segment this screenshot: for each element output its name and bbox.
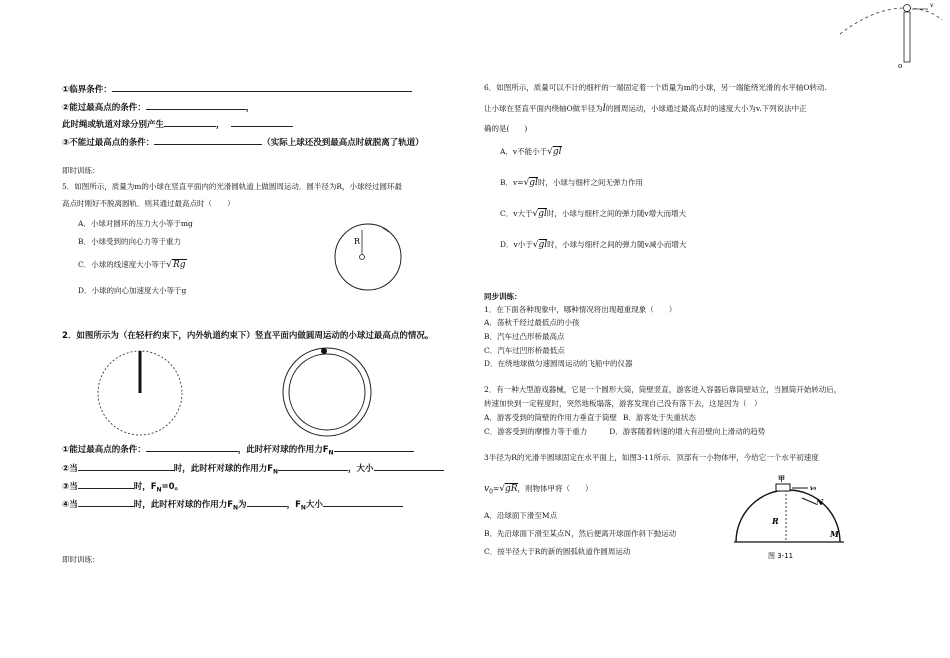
at-this-time-label: 此时绳或轨道对球分别产生 xyxy=(62,120,165,130)
cond1-sub: N xyxy=(328,449,334,457)
cond4-tail: 大小 xyxy=(305,500,323,510)
force-blank-1[interactable] xyxy=(164,118,216,127)
q5-option-a[interactable]: A．小球对圆环的压力大小等于mg xyxy=(78,219,193,228)
fig-n-label: N xyxy=(816,497,824,507)
s3-v0-line xyxy=(484,484,593,498)
rod-figure xyxy=(95,348,185,438)
q6-line3: 确的是( ) xyxy=(484,124,528,133)
force-blank-2[interactable] xyxy=(231,118,293,127)
q6-option-a[interactable] xyxy=(500,147,562,157)
q6-option-b-text: B．v= xyxy=(500,178,524,187)
s1-option-a[interactable]: A．荡秋千经过最低点的小孩 xyxy=(484,318,580,327)
n-arrow xyxy=(802,498,816,504)
cond1-blank-2[interactable] xyxy=(334,443,414,452)
dashed-arc xyxy=(840,8,908,34)
cannot-label: ③不能过最高点的条件： xyxy=(62,138,155,148)
q5-option-c-radicand: Rg xyxy=(173,260,186,270)
cond4-line xyxy=(62,498,403,514)
q6-option-b-tail: 时，小球与细杆之间无弹力作用 xyxy=(537,178,643,187)
q6-option-a-text: A．v不能小于 xyxy=(500,147,548,156)
cond4-sub: N xyxy=(233,504,239,512)
fig-r-label: R xyxy=(772,516,779,526)
cannot-blank[interactable] xyxy=(154,136,262,145)
q6-line1: 6．如图所示，质量可以不计的细杆的一端固定着一个质量为m的小球，另一端能绕光滑的水平轴O转动. xyxy=(484,83,827,92)
fig-m-label: M xyxy=(830,529,839,539)
q5-option-c-text: C．小球的线速度大小等于 xyxy=(78,260,167,269)
s3-option-c[interactable]: C．按半径大于R的新的圆弧轨道作圆周运动 xyxy=(484,547,631,556)
q6-option-d-text: D．v小于 xyxy=(500,240,533,249)
drill2-title: 即时训练： xyxy=(62,555,100,564)
sqrt-symbol: √ xyxy=(547,147,553,157)
double-track-figure xyxy=(281,346,373,438)
sync-title: 同步训练： xyxy=(484,292,522,301)
cond1-label: ①能过最高点的条件： xyxy=(62,445,146,455)
cond2-blank[interactable] xyxy=(78,462,174,471)
hemisphere-figure xyxy=(730,474,848,569)
cond4-mid2: 为 xyxy=(238,500,247,510)
cond3-line xyxy=(62,480,183,496)
s3-line1: 3半径为R的光滑半圆球固定在水平面上，如图3-11所示．顶部有一小物体甲，今给它一个水平初速度 xyxy=(484,453,819,462)
v0-sub: 0 xyxy=(489,488,493,496)
fig-jia-label: 甲 xyxy=(778,475,785,483)
critical-label: ①临界条件： xyxy=(62,85,112,95)
circle-track xyxy=(335,224,401,290)
cond4-label: ④当 xyxy=(62,500,78,510)
q6-option-d-tail: 时，小球与细杆之间的弹力随v减小而增大 xyxy=(547,240,687,249)
cond2-label: ②当 xyxy=(62,464,78,474)
s2-options-ab xyxy=(484,413,696,423)
q6-option-d-radicand: gl xyxy=(538,240,548,250)
q6-option-c-tail: 时，小球与细杆之间的弹力随v增大而增大 xyxy=(546,209,687,218)
v0-radicand: gR xyxy=(504,484,518,494)
pivot-label: o xyxy=(898,62,903,70)
s3-option-a[interactable]: A．沿球面下滑至M点 xyxy=(484,511,558,520)
cond2-sub: N xyxy=(273,468,279,476)
cond1-line xyxy=(62,443,414,459)
cond2-blank-2[interactable] xyxy=(278,462,348,471)
s1-option-d[interactable]: D．在绕地球做匀速圆周运动的飞船中的仪器 xyxy=(484,359,633,368)
q6-option-c-radicand: gl xyxy=(538,209,547,219)
outer-track xyxy=(283,348,371,436)
cond3-blank[interactable] xyxy=(78,480,134,489)
fig-v0-label: v₀ xyxy=(810,485,817,492)
q6-line2-pre: 让小球在竖直平面内绕轴O做半径为 xyxy=(484,104,603,113)
sqrt-symbol: √ xyxy=(532,209,539,219)
cond4-mid3: ，F xyxy=(286,500,301,510)
critical-condition-line xyxy=(62,83,412,96)
s2-line2: 转速加快到一定程度时，突然地板塌落，游客发现自己没有落下去，这是因为（ ） xyxy=(484,399,762,408)
cond2-mid: 时，此时杆对球的作用力F xyxy=(173,464,274,474)
s1-option-c[interactable]: C．汽车过凹形桥最低点 xyxy=(484,346,565,355)
object-jia xyxy=(776,484,790,491)
s2-line1: 2．有一种大型游戏器械，它是一个圆形大筒，筒壁竖直，游客进入容器后靠筒壁站立，当圆筒开始转动后， xyxy=(484,385,842,394)
s2-option-b[interactable]: B．游客处于失重状态 xyxy=(622,413,696,422)
cond1-blank[interactable] xyxy=(146,443,238,452)
q6-option-c[interactable] xyxy=(500,209,686,219)
q5-option-c[interactable] xyxy=(78,260,187,270)
s1-stem: 1．在下面各种现象中，哪种情况将出现超重现象（ ） xyxy=(484,305,677,314)
s1-option-b[interactable]: B．汽车过凸形桥最高点 xyxy=(484,332,565,341)
highest-condition-line xyxy=(62,101,254,114)
sqrt-symbol: √ xyxy=(166,260,172,270)
sqrt-symbol: √ xyxy=(523,178,530,188)
top-right-pivot-figure xyxy=(830,2,945,68)
hemisphere-arc xyxy=(736,490,840,542)
s2-option-c[interactable]: C．游客受到的摩擦力等于重力 xyxy=(484,427,588,436)
center-point xyxy=(360,255,365,260)
v0-tail: ，则物体甲将（ ） xyxy=(517,484,593,493)
cond4-sub2: N xyxy=(300,504,306,512)
q5-circle-figure xyxy=(333,222,403,292)
velocity-label: v xyxy=(930,2,934,9)
q6-l-symbol: l xyxy=(602,103,606,114)
highest-blank[interactable] xyxy=(146,101,246,110)
cannot-pass-line xyxy=(62,136,424,149)
radius-label: R xyxy=(354,237,361,246)
highest-tail: ， xyxy=(245,103,255,113)
s2-option-a[interactable]: A．游客受到的筒壁的作用力垂直于筒壁 xyxy=(484,413,617,422)
top-ball xyxy=(904,5,911,12)
fig-caption: 图 3-11 xyxy=(768,552,794,560)
drill1-title: 即时训练： xyxy=(62,166,100,175)
s2-options-cd xyxy=(484,427,765,437)
q5-line1: 5．如图所示，质量为m的小球在竖直平面内的光滑圆轨道上做圆周运动．圆半径为R，小球经过圆环最 xyxy=(62,182,403,191)
q6-line2 xyxy=(484,104,807,114)
cond3-mid: 时，F xyxy=(133,482,157,492)
q5-line2: 高点时刚好不脱离圆轨．则其通过最高点时（ ） xyxy=(62,199,235,208)
s3-option-b[interactable]: B．先沿球面下滑至某点N，然后便离开球面作斜下抛运动 xyxy=(484,529,677,538)
ball xyxy=(321,348,327,354)
comma: ， xyxy=(216,120,225,130)
q6-option-c-text: C．v大于 xyxy=(500,209,533,218)
q5-option-b[interactable]: B．小球受到的向心力等于重力 xyxy=(78,237,182,246)
cond2-tail: ，大小 xyxy=(348,464,374,474)
cond3-tail: =0。 xyxy=(161,482,184,492)
cond2-blank-3[interactable] xyxy=(374,462,444,471)
sqrt-symbol: √ xyxy=(499,484,505,494)
q6-option-b[interactable] xyxy=(500,178,643,188)
dashed-arc-right xyxy=(908,8,942,20)
rod-rect xyxy=(904,12,910,62)
cond1-tail: ，此时杆对球的作用力F xyxy=(237,445,329,455)
highest-label: ②能过最高点的条件： xyxy=(62,103,146,113)
q6-option-d[interactable] xyxy=(500,240,686,250)
cond3-label: ③当 xyxy=(62,482,78,492)
cond2-line xyxy=(62,462,444,478)
cond4-blank[interactable] xyxy=(78,498,134,507)
cond4-blank-2[interactable] xyxy=(247,498,287,507)
s2-option-d[interactable]: D．游客随着转速的增大有沿壁向上滑动的趋势 xyxy=(609,427,766,436)
cond4-blank-3[interactable] xyxy=(323,498,403,507)
v0-eq: = xyxy=(492,484,500,493)
v0-symbol: v xyxy=(484,484,490,494)
at-this-time-line xyxy=(62,118,293,131)
critical-blank[interactable] xyxy=(112,83,412,92)
cond3-sub: N xyxy=(156,486,162,494)
inner-track xyxy=(289,354,365,430)
motion-arrow xyxy=(383,228,389,232)
q6-option-a-radicand: gl xyxy=(552,147,562,157)
sqrt-symbol: √ xyxy=(532,240,539,250)
sec2-title: 2．如图所示为（在轻杆约束下，内外轨道约束下）竖直平面内做圆周运动的小球过最高点的情况。 xyxy=(62,331,434,341)
q6-option-b-radicand: gl xyxy=(529,178,538,188)
q6-line2-post: 的圆周运动，小球通过最高点时的速度大小为v.下列说法中正 xyxy=(605,104,807,113)
cond4-mid: 时，此时杆对球的作用力F xyxy=(133,500,234,510)
q5-option-d[interactable]: D．小球的向心加速度大小等于g xyxy=(78,286,187,295)
cannot-note: （实际上球还没到最高点时就脱离了轨道） xyxy=(262,138,424,148)
